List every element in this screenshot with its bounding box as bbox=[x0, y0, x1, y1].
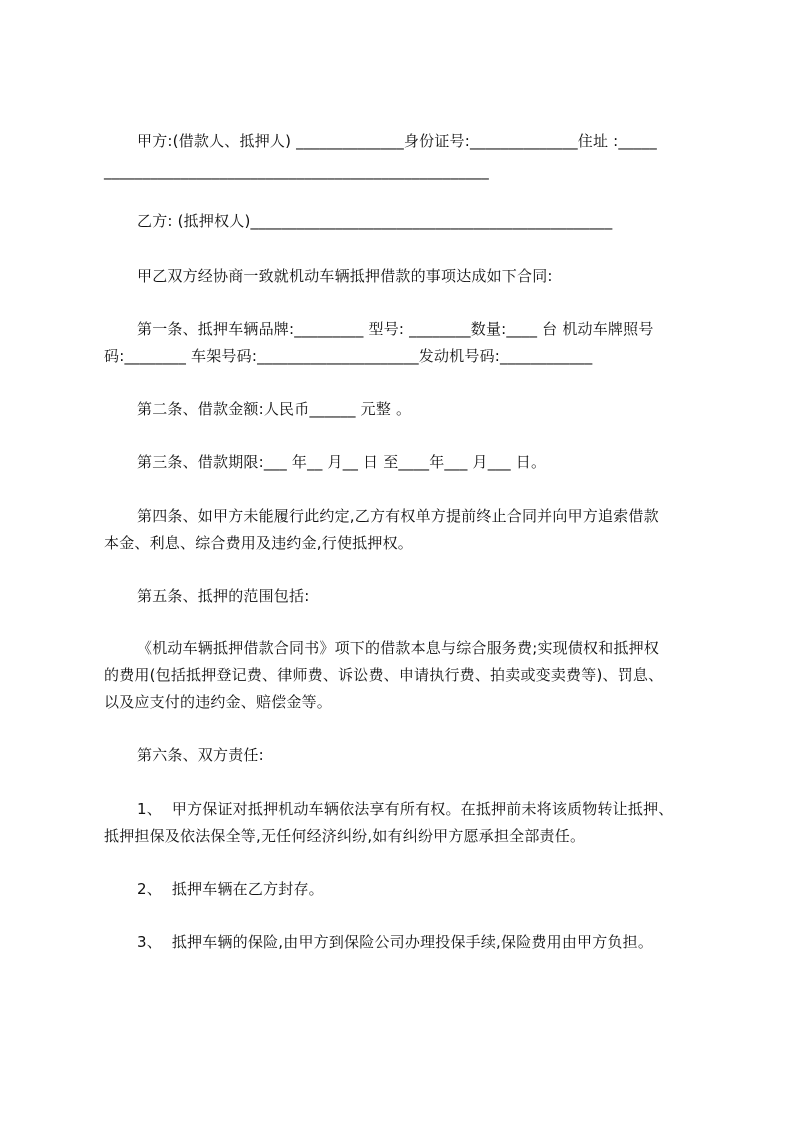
party-a-line-2: __________________________________________________ bbox=[104, 162, 489, 180]
article-1-line-2: 码:________ 车架号码:_____________________发动机号码:____________ bbox=[104, 347, 593, 365]
party-a-line-1: 甲方:(借款人、抵押人) ______________身份证号:______________住址 :_____ bbox=[137, 132, 657, 150]
article-6-item-1-line-2: 抵押担保及依法保全等,无任何经济纠纷,如有纠纷甲方愿承担全部责任。 bbox=[104, 827, 586, 845]
article-6-heading: 第六条、双方责任: bbox=[137, 746, 264, 764]
article-6-item-1-line-1: 1、 甲方保证对抵押机动车辆依法享有所有权。在抵押前未将该质物转让抵押、 bbox=[137, 800, 674, 818]
article-5-line-3: 以及应支付的违约金、赔偿金等。 bbox=[104, 693, 333, 711]
article-2-line: 第二条、借款金额:人民币______ 元整 。 bbox=[137, 400, 412, 418]
intro-line: 甲乙双方经协商一致就机动车辆抵押借款的事项达成如下合同: bbox=[137, 267, 553, 285]
article-6-item-2: 2、 抵押车辆在乙方封存。 bbox=[137, 880, 324, 898]
article-5-heading: 第五条、抵押的范围包括: bbox=[137, 587, 310, 605]
article-6-item-3: 3、 抵押车辆的保险,由甲方到保险公司办理投保手续,保险费用由甲方负担。 bbox=[137, 933, 654, 951]
article-4-line-1: 第四条、如甲方未能履行此约定,乙方有权单方提前终止合同并向甲方追索借款 bbox=[137, 507, 659, 525]
article-5-line-1: 《机动车辆抵押借款合同书》项下的借款本息与综合服务费;实现债权和抵押权 bbox=[137, 639, 660, 657]
article-4-line-2: 本金、利息、综合费用及违约金,行使抵押权。 bbox=[104, 534, 413, 552]
party-b-line: 乙方: (抵押权人)_______________________________________________ bbox=[137, 212, 613, 230]
article-5-line-2: 的费用(包括抵押登记费、律师费、诉讼费、申请执行费、拍卖或变卖费等)、罚息、 bbox=[104, 666, 664, 684]
article-1-line-1: 第一条、抵押车辆品牌:_________ 型号: ________数量:____ 台 机动车牌照号 bbox=[137, 320, 654, 338]
article-3-line: 第三条、借款期限:___ 年__ 月__ 日 至____年___ 月___ 日。 bbox=[137, 453, 547, 471]
